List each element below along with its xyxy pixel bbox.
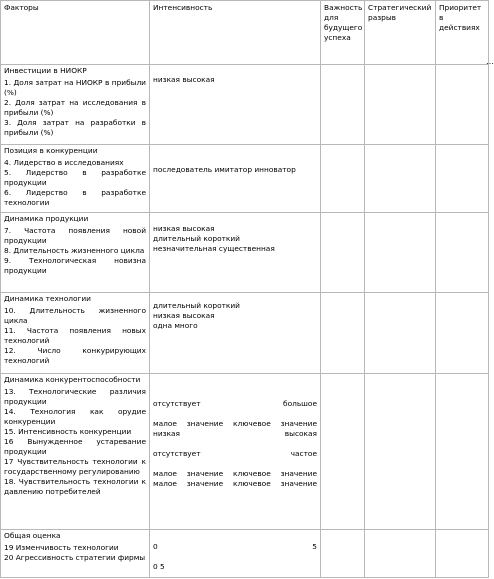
factor-line: 4. Лидерство в исследованиях — [4, 158, 124, 167]
factor-line: 10. Длительность жизненного цикла — [4, 306, 146, 325]
intensity-scale: 0 5 — [153, 542, 317, 551]
intensity-scale: низкая высокая — [153, 75, 215, 84]
priority-cell — [436, 530, 489, 578]
factor-line: 2. Доля затрат на исследования в прибыли (%) — [4, 98, 146, 117]
intensity-scale: малое значение ключевое значение — [153, 419, 317, 428]
factor-cell — [1, 293, 150, 374]
intensity-cell — [150, 65, 321, 145]
priority-cell — [436, 65, 489, 145]
intensity-scale: одна много — [153, 321, 198, 330]
table-row — [1, 145, 489, 213]
factor-line: 11. Частота появления новых технологий — [4, 326, 146, 345]
intensity-cell — [150, 374, 321, 530]
intensity-scale: низкая высокая — [153, 311, 215, 320]
intensity-scale: незначительная существенная — [153, 244, 275, 253]
factor-title: Динамика технологии — [4, 294, 91, 303]
factor-line: 5. Лидерство в разработке продукции — [4, 168, 146, 187]
factor-cell — [1, 530, 150, 578]
factor-line: 9. Технологическая новизна продукции — [4, 256, 146, 275]
header-factors: Факторы — [1, 1, 150, 65]
table-row — [1, 213, 489, 293]
factor-title: Динамика продукции — [4, 214, 89, 223]
intensity-scale: длительный короткий — [153, 234, 240, 243]
intensity-scale: длительный короткий — [153, 301, 240, 310]
importance-cell — [321, 213, 365, 293]
factor-cell — [1, 145, 150, 213]
table-row — [1, 65, 489, 145]
factor-line: 16 Вынужденное устаревание продукции — [4, 437, 146, 456]
gap-cell — [365, 293, 436, 374]
intensity-scale: отсутствует большое — [153, 399, 317, 408]
header-importance: Важность для будущего успеха — [321, 1, 365, 65]
table-row — [1, 530, 489, 578]
gap-cell — [365, 374, 436, 530]
intensity-scale: низкая высокая — [153, 224, 215, 233]
priority-cell — [436, 293, 489, 374]
intensity-cell — [150, 145, 321, 213]
factor-line: 3. Доля затрат на разработки в прибыли (%) — [4, 118, 146, 137]
header-intensity: Интенсивность — [150, 1, 321, 65]
importance-cell — [321, 293, 365, 374]
factor-line: 18. Чувствительность технологии к давлению потребителей — [4, 477, 146, 496]
gap-cell — [365, 65, 436, 145]
factor-title: Динамика конкурентоспособности — [4, 375, 141, 384]
factor-line: 13. Технологические различия продукции — [4, 387, 146, 406]
table-header-row — [1, 1, 489, 65]
table-row — [1, 293, 489, 374]
gap-cell — [365, 145, 436, 213]
priority-cell — [436, 374, 489, 530]
factor-line: 8. Длительность жизненного цикла — [4, 246, 145, 255]
priority-cell — [436, 145, 489, 213]
factor-cell — [1, 65, 150, 145]
factor-line: 6. Лидерство в разработке технологии — [4, 188, 146, 207]
factor-line: 17 Чувствительность технологии к государственному регулированию — [4, 457, 146, 476]
factor-cell — [1, 213, 150, 293]
factor-line: 12. Число конкурирующих технологий — [4, 346, 146, 365]
factor-line: 15. Интенсивность конкуренции — [4, 427, 132, 436]
intensity-cell — [150, 293, 321, 374]
importance-cell — [321, 374, 365, 530]
intensity-scale: 0 5 — [153, 562, 165, 571]
factor-line: 19 Изменчивость технологии — [4, 543, 119, 552]
intensity-cell — [150, 213, 321, 293]
intensity-scale: низкая высокая — [153, 429, 317, 438]
intensity-scale: отсутствует частое — [153, 449, 317, 458]
gap-cell — [365, 530, 436, 578]
intensity-scale: малое значение ключевое значение — [153, 469, 317, 478]
factor-line: 20 Агрессивность стратегии фирмы — [4, 553, 146, 562]
importance-cell — [321, 145, 365, 213]
factor-title: Инвестиции в НИОКР — [4, 66, 87, 75]
factor-line: 14. Технология как орудие конкуренции — [4, 407, 146, 426]
intensity-scale: последователь имитатор инноватор — [153, 165, 296, 174]
factor-line: 7. Частота появления новой продукции — [4, 226, 146, 245]
factor-line: 1. Доля затрат на НИОКР в прибыли (%) — [4, 78, 146, 97]
trailing-ellipsis: … — [486, 57, 494, 66]
intensity-cell — [150, 530, 321, 578]
header-strategic-gap: Стратегический разрыв — [365, 1, 436, 65]
importance-cell — [321, 530, 365, 578]
table-row — [1, 374, 489, 530]
factor-cell — [1, 374, 150, 530]
factor-title: Общая оценка — [4, 531, 61, 540]
intensity-scale: малое значение ключевое значение — [153, 479, 317, 488]
importance-cell — [321, 65, 365, 145]
priority-cell — [436, 213, 489, 293]
header-priority: Приоритет в действиях — [436, 1, 489, 65]
gap-cell — [365, 213, 436, 293]
factor-title: Позиция в конкуренции — [4, 146, 98, 155]
